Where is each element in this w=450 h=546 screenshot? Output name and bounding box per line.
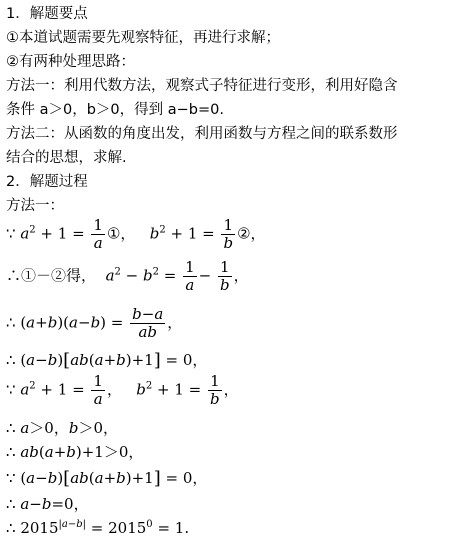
proof-step-10: ∴ $2015^{|a-b|} = 2015^0 = 1$. [6, 519, 190, 537]
proof-step-3: ∴ (a+b)(a−b) = $\frac{b-a}{ab}$ ， [6, 305, 183, 341]
section1-heading: 1．解题要点 [6, 6, 88, 22]
method2-description-line1: 方法二：从函数的角度出发，利用函数与方程之间的联系数形 [6, 126, 398, 142]
proof-step-9: ∴ a−b=0， [6, 495, 89, 513]
key-point-1: ①本道试题需要先观察特征，再进行求解； [6, 30, 280, 46]
because-symbol: ∵ [6, 224, 16, 243]
key-point-2: ②有两种处理思路： [6, 54, 135, 70]
therefore-symbol: ∴ [6, 443, 16, 461]
method1-description-line2: 条件 a＞0，b＞0，得到 a−b=0. [6, 102, 224, 118]
therefore-symbol: ∴ [6, 266, 22, 285]
section2-heading: 2．解题过程 [6, 174, 88, 190]
proof-step-5: ∵ $a^2 + 1$ = $\frac{1}{a}$ ， $b^2 + 1$ = $\frac{1}{b}$ ， [6, 372, 239, 408]
method1-label: 方法一： [6, 198, 64, 214]
because-symbol: ∵ [6, 380, 16, 399]
proof-step-8: ∵ (a−b)[ab(a+b)+1] = 0， [6, 468, 208, 489]
proof-step-4: ∴ (a−b)[ab(a+b)+1] = 0， [6, 350, 208, 371]
proof-step-7: ∴ ab(a+b)+1＞0， [6, 443, 144, 461]
therefore-symbol: ∴ [6, 495, 16, 513]
therefore-symbol: ∴ [6, 313, 16, 332]
proof-step-6: ∴ a＞0，b＞0， [6, 419, 118, 437]
therefore-symbol: ∴ [6, 519, 16, 537]
because-symbol: ∵ [6, 469, 16, 487]
method2-description-line2: 结合的思想，求解. [6, 150, 127, 166]
method1-description-line1: 方法一：利用代数方法，观察式子特征进行变形，利用好隐含 [6, 78, 398, 94]
therefore-symbol: ∴ [6, 419, 16, 437]
proof-step-2: ∴①－②得， $a^2 - b^2$ = $\frac{1}{a}$ − $\frac{1}{b}$ ， [6, 258, 249, 294]
therefore-symbol: ∴ [6, 351, 16, 369]
proof-step-1: ∵ $a^2 + 1$ = $\frac{1}{a}$ ①， $b^2 + 1$ = $\frac{1}{b}$ ②， [6, 216, 266, 252]
